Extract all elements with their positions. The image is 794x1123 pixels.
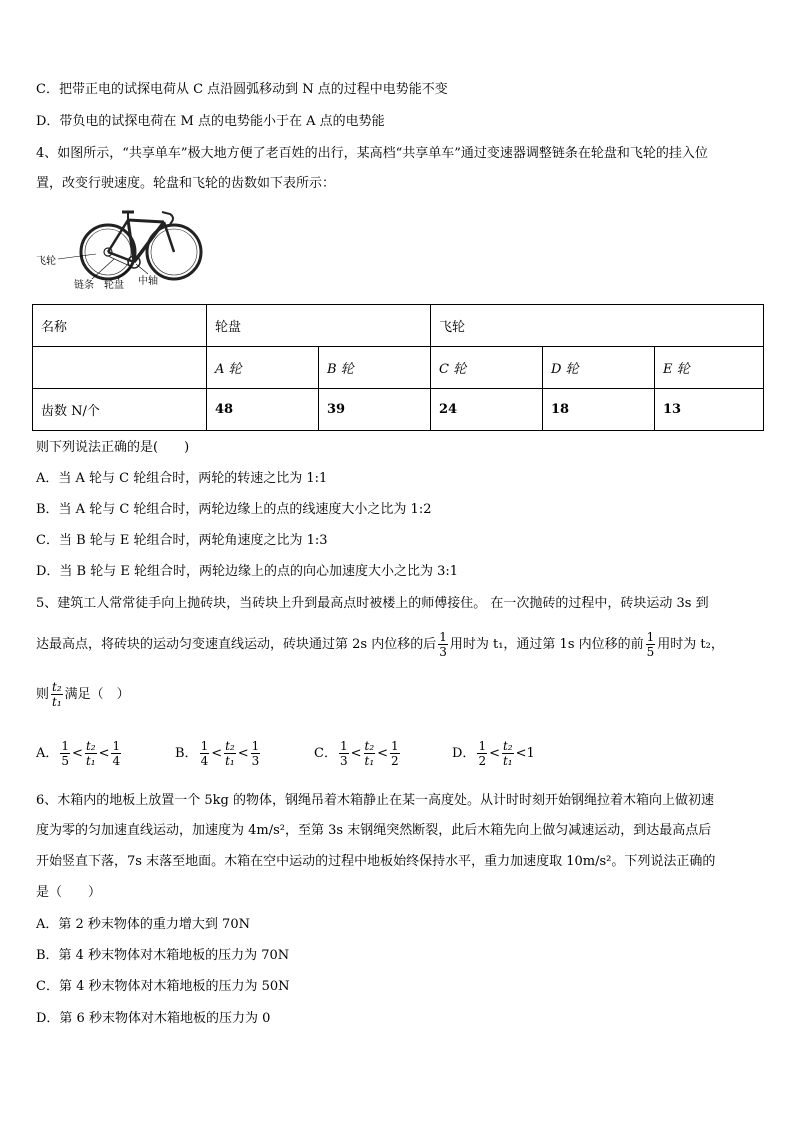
denominator: 3 — [339, 754, 348, 768]
numerator: 1 — [200, 739, 209, 753]
denominator: 5 — [61, 754, 70, 768]
denominator: t₁ — [502, 754, 513, 768]
empty-cell — [33, 347, 207, 389]
wheel-b: B 轮 — [319, 347, 431, 389]
numerator: 1 — [61, 739, 70, 753]
denominator: t₁ — [364, 754, 375, 768]
header-name: 名称 — [33, 305, 207, 347]
fraction-t2-t1 — [224, 739, 236, 768]
label-chainring: 轮盘 — [104, 280, 124, 290]
denominator: 5 — [646, 645, 655, 659]
numerator: t₂ — [52, 680, 62, 694]
numerator: 1 — [112, 739, 121, 753]
q5-text: 满足（ ） — [64, 687, 130, 702]
q6-option-a: A．第 2 秒末物体的重力增大到 70N — [36, 917, 250, 932]
option-c-previous: C．把带正电的试探电荷从 C 点沿圆弧移动到 N 点的过程中电势能不变 — [36, 82, 448, 97]
header-chainring: 轮盘 — [207, 305, 431, 347]
bicycle-icon — [36, 204, 206, 290]
less-than: < — [237, 746, 249, 761]
numerator: 1 — [251, 739, 260, 753]
denominator: 3 — [439, 645, 447, 659]
fraction — [390, 739, 400, 768]
gear-teeth-table — [32, 304, 764, 431]
fraction-t2-t1 — [51, 680, 63, 709]
q4-option-c: C．当 B 轮与 E 轮组合时，两轮角速度之比为 1:3 — [36, 533, 328, 548]
less-than: < — [98, 746, 110, 761]
option-label: A． — [36, 746, 59, 761]
teeth-e: 13 — [655, 389, 764, 431]
fraction — [111, 739, 121, 768]
q5-stem-line1: 5、建筑工人常常徒手向上抛砖块，当砖块上升到最高点时被楼上的师傅接住。 在一次抛砖的过程中，砖块运动 3s 到 — [36, 596, 709, 611]
less-than: < — [350, 746, 362, 761]
q6-option-d: D．第 6 秒末物体对木箱地板的压力为 0 — [36, 1011, 271, 1026]
q4-stem-line2: 置，改变行驶速度。轮盘和飞轮的齿数如下表所示： — [36, 176, 336, 191]
wheel-d: D 轮 — [543, 347, 655, 389]
q5-stem-line3 — [36, 680, 130, 709]
label-axle: 中轴 — [138, 276, 158, 287]
teeth-d: 18 — [543, 389, 655, 431]
q5-option-c — [314, 734, 402, 774]
q6-option-b: B．第 4 秒末物体对木箱地板的压力为 70N — [36, 948, 290, 963]
numerator: t₂ — [225, 739, 235, 753]
wheel-e: E 轮 — [655, 347, 764, 389]
denominator: 3 — [251, 754, 260, 768]
q4-option-b: B．当 A 轮与 C 轮组合时，两轮边缘上的点的线速度大小之比为 1:2 — [36, 502, 432, 517]
denominator: t₁ — [225, 754, 235, 768]
q5-option-a — [36, 734, 123, 774]
q6-stem-line1: 6、木箱内的地板上放置一个 5kg 的物体，钢绳吊着木箱静止在某一高度处。从计时时刻开始钢绳拉着木箱向上做初速 — [36, 793, 715, 808]
q5-stem-line2 — [36, 630, 724, 659]
teeth-c: 24 — [431, 389, 543, 431]
fraction-t2-t1 — [364, 739, 376, 768]
fraction — [339, 739, 349, 768]
less-than: < — [377, 746, 389, 761]
teeth-b: 39 — [319, 389, 431, 431]
q4-ask: 则下列说法正确的是( ) — [36, 440, 190, 455]
option-d-previous: D．带负电的试探电荷在 M 点的电势能小于在 A 点的电势能 — [36, 114, 385, 129]
q6-option-c: C．第 4 秒末物体对木箱地板的压力为 50N — [36, 979, 290, 994]
numerator: t₂ — [85, 739, 96, 753]
less-than: < — [489, 746, 500, 761]
fraction — [200, 739, 210, 768]
row-label-teeth: 齿数 N/个 — [33, 389, 207, 431]
fraction-t2-t1 — [85, 739, 97, 768]
teeth-a: 48 — [207, 389, 319, 431]
numerator: t₂ — [364, 739, 375, 753]
q5-text: 用时为 t₁，通过第 1s 内位移的前 — [449, 637, 644, 652]
denominator: t₁ — [52, 695, 62, 709]
fraction — [251, 739, 261, 768]
less-than: < — [211, 746, 223, 761]
numerator: 1 — [391, 739, 399, 753]
table-row — [33, 347, 764, 389]
wheel-a: A 轮 — [207, 347, 319, 389]
q6-stem-line2: 度为零的匀加速直线运动，加速度为 4m/s²，至第 3s 末钢绳突然断裂，此后木箱先向上做匀减速运动，到达最高点后 — [36, 823, 712, 838]
denominator: t₁ — [85, 754, 96, 768]
fraction — [60, 739, 70, 768]
q5-option-b — [175, 734, 262, 774]
numerator: t₂ — [502, 739, 513, 753]
fraction-one-third — [438, 630, 448, 659]
denominator: 4 — [112, 754, 121, 768]
numerator: 1 — [439, 630, 447, 644]
fraction — [477, 739, 487, 768]
label-chain: 链条 — [74, 280, 94, 290]
bicycle-figure — [36, 204, 206, 290]
wheel-c: C 轮 — [431, 347, 543, 389]
q6-stem-line3: 开始竖直下落，7s 末落至地面。木箱在空中运动的过程中地板始终保持水平，重力加速度取 10m/s²。下列说法正确的 — [36, 854, 716, 869]
q5-text: 则 — [36, 687, 50, 702]
label-flywheel: 飞轮 — [36, 256, 56, 267]
q4-option-d: D．当 B 轮与 E 轮组合时，两轮边缘上的点的向心加速度大小之比为 3:1 — [36, 564, 459, 579]
table-row — [33, 389, 764, 431]
table-row — [33, 305, 764, 347]
fraction-one-fifth — [646, 630, 656, 659]
option-label: B． — [175, 746, 198, 761]
option-label: D． — [452, 746, 476, 761]
fraction-t2-t1 — [502, 739, 514, 768]
q5-text: 达最高点，将砖块的运动匀变速直线运动，砖块通过第 2s 内位移的后 — [36, 637, 437, 652]
q5-option-d — [452, 734, 535, 774]
less-than: < — [72, 746, 83, 761]
denominator: 4 — [200, 754, 209, 768]
denominator: 2 — [478, 754, 487, 768]
numerator: 1 — [646, 630, 655, 644]
numerator: 1 — [339, 739, 348, 753]
q5-text: 用时为 t₂， — [657, 637, 724, 652]
q4-stem-line1: 4、如图所示，“共享单车”极大地方便了老百姓的出行，某高档“共享单车”通过变速器调整链条在轮盘和飞轮的挂入位 — [36, 146, 708, 161]
header-flywheel: 飞轮 — [431, 305, 764, 347]
q4-option-a: A．当 A 轮与 C 轮组合时，两轮的转速之比为 1:1 — [36, 471, 328, 486]
denominator: 2 — [391, 754, 399, 768]
less-than: < — [515, 746, 527, 761]
q6-stem-line4: 是（ ） — [36, 885, 102, 900]
value: 1 — [526, 746, 535, 761]
numerator: 1 — [478, 739, 487, 753]
option-label: C． — [314, 746, 337, 761]
